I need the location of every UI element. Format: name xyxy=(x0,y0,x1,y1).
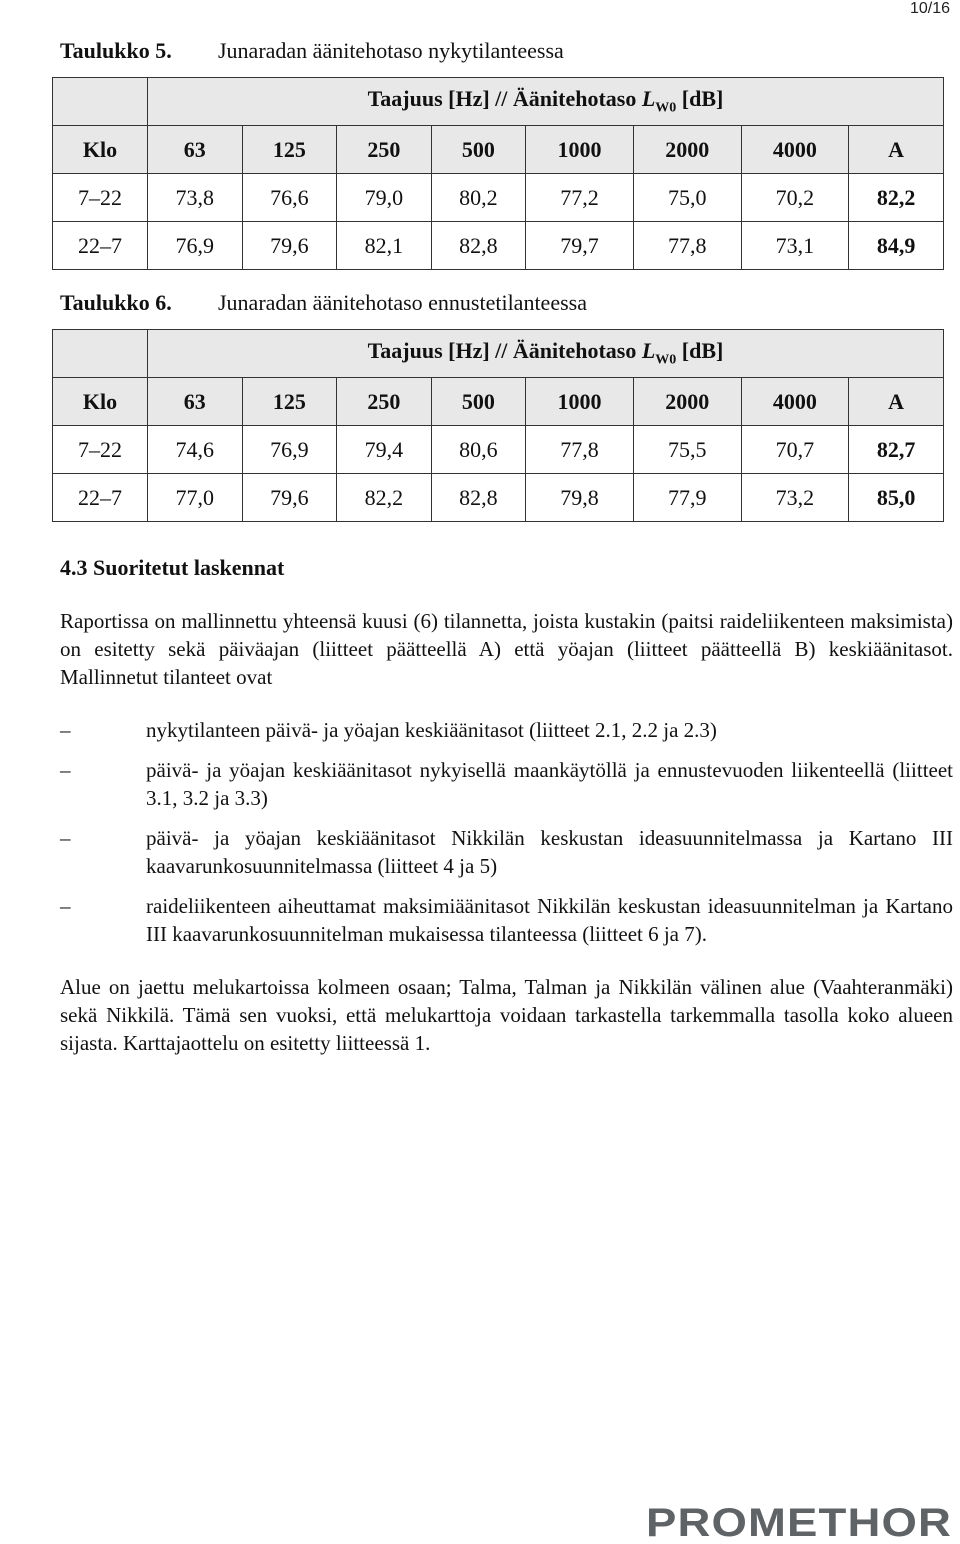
table-cell: 82,8 xyxy=(431,474,526,522)
table6-col-header: 4000 xyxy=(741,378,849,426)
list-item xyxy=(60,892,953,948)
table-cell: 79,0 xyxy=(337,174,432,222)
closing-paragraph: Alue on jaettu melukartoissa kolmeen osaan; Talma, Talman ja Nikkilän välinen alue (Vaahteranmäki) sekä Nikkilä. Tämä sen vuoksi, että melukarttoja voidaan tarkastella tarkemmalla tasolla koko alueen sijasta. Karttajaottelu on esitetty liitteessä 1. xyxy=(60,975,953,1055)
table-cell: 7–22 xyxy=(53,174,148,222)
table-cell: 79,7 xyxy=(526,222,634,270)
table-row xyxy=(53,174,944,222)
list-item xyxy=(60,756,953,812)
table6-col-header: Klo xyxy=(53,378,148,426)
table6-col-header: A xyxy=(849,378,944,426)
table-cell: 82,2 xyxy=(337,474,432,522)
table5-frequency-header: Taajuus [Hz] // Äänitehotaso $L_{W0}$ [dB] xyxy=(148,78,944,126)
table6-column-headers xyxy=(53,378,944,426)
table-cell: 76,9 xyxy=(148,222,243,270)
table5-col-header: 2000 xyxy=(633,126,741,174)
table5-caption-number: Taulukko 5. xyxy=(60,38,172,63)
table-cell: 75,5 xyxy=(633,426,741,474)
table5-col-header: Klo xyxy=(53,126,148,174)
table-cell: 73,8 xyxy=(148,174,243,222)
table-cell: 74,6 xyxy=(148,426,243,474)
table-cell: 73,1 xyxy=(741,222,849,270)
table6-caption-number: Taulukko 6. xyxy=(60,290,172,315)
list-item xyxy=(60,824,953,880)
list-dash: – xyxy=(60,826,71,850)
table-cell: 79,6 xyxy=(242,474,337,522)
table-cell-total: 82,7 xyxy=(849,426,944,474)
table6-corner-cell xyxy=(53,330,148,378)
table-cell: 75,0 xyxy=(633,174,741,222)
table-cell: 73,2 xyxy=(741,474,849,522)
table6-caption xyxy=(60,290,587,316)
table5-col-header: 63 xyxy=(148,126,243,174)
table-cell: 82,1 xyxy=(337,222,432,270)
section-heading: 4.3 Suoritetut laskennat xyxy=(60,555,285,580)
table6-col-header: 1000 xyxy=(526,378,634,426)
table-cell: 79,8 xyxy=(526,474,634,522)
table5-col-header: 4000 xyxy=(741,126,849,174)
table-cell: 80,6 xyxy=(431,426,526,474)
table-cell: 76,6 xyxy=(242,174,337,222)
table-cell: 77,8 xyxy=(633,222,741,270)
table6-col-header: 2000 xyxy=(633,378,741,426)
list-item-text: päivä- ja yöajan keskiäänitasot Nikkilän keskustan ideasuunnitelmassa ja Kartano III kaavarunkosuunnitelmassa (liitteet 4 ja 5) xyxy=(146,826,953,878)
table-cell: 79,6 xyxy=(242,222,337,270)
list-item xyxy=(60,716,953,744)
intro-paragraph: Raportissa on mallinnettu yhteensä kuusi (6) tilannetta, joista kustakin (paitsi raideliikenteen maksimista) on esitetty sekä päiväajan (liitteet päätteellä A) että yöajan (liitteet päätteellä B) keskiäänitasot. Mallinnetut tilanteet ovat xyxy=(60,609,953,689)
table5-caption-text: Junaradan äänitehotaso nykytilanteessa xyxy=(218,38,564,63)
table6-col-header: 63 xyxy=(148,378,243,426)
table-cell-total: 82,2 xyxy=(849,174,944,222)
table-cell: 80,2 xyxy=(431,174,526,222)
table-cell: 77,8 xyxy=(526,426,634,474)
logo-text: PROMETHOR xyxy=(646,1501,952,1544)
table-cell: 22–7 xyxy=(53,222,148,270)
table5-col-header: 1000 xyxy=(526,126,634,174)
list-item-text: päivä- ja yöajan keskiäänitasot nykyisellä maankäytöllä ja ennustevuoden liikenteellä (liitteet 3.1, 3.2 ja 3.3) xyxy=(146,758,953,810)
scenario-list xyxy=(60,716,953,960)
table6-caption-text: Junaradan äänitehotaso ennustetilanteessa xyxy=(218,290,587,315)
table5-col-header: 250 xyxy=(337,126,432,174)
table5-col-header: A xyxy=(849,126,944,174)
table-row xyxy=(53,474,944,522)
table-cell: 77,0 xyxy=(148,474,243,522)
table5 xyxy=(52,77,944,270)
list-dash: – xyxy=(60,718,71,742)
table-row xyxy=(53,222,944,270)
table6-col-header: 250 xyxy=(337,378,432,426)
table5-column-headers xyxy=(53,126,944,174)
list-item-text: nykytilanteen päivä- ja yöajan keskiäänitasot (liitteet 2.1, 2.2 ja 2.3) xyxy=(146,718,717,742)
page-number: 10/16 xyxy=(909,0,950,17)
table5-col-header: 500 xyxy=(431,126,526,174)
list-dash: – xyxy=(60,894,71,918)
table-cell-total: 84,9 xyxy=(849,222,944,270)
table-cell-total: 85,0 xyxy=(849,474,944,522)
table-cell: 82,8 xyxy=(431,222,526,270)
table-row xyxy=(53,426,944,474)
table6-col-header: 500 xyxy=(431,378,526,426)
list-dash: – xyxy=(60,758,71,782)
table-cell: 70,7 xyxy=(741,426,849,474)
table6-col-header: 125 xyxy=(242,378,337,426)
promethor-logo xyxy=(646,1496,954,1544)
table-cell: 7–22 xyxy=(53,426,148,474)
table-cell: 77,2 xyxy=(526,174,634,222)
table5-corner-cell xyxy=(53,78,148,126)
table-cell: 76,9 xyxy=(242,426,337,474)
list-item-text: raideliikenteen aiheuttamat maksimiäänitasot Nikkilän keskustan ideasuunnitelman ja Kartano III kaavarunkosuunnitelman mukaisessa tilanteessa (liitteet 6 ja 7). xyxy=(146,894,953,946)
table6-frequency-header: Taajuus [Hz] // Äänitehotaso $L_{W0}$ [dB] xyxy=(148,330,944,378)
table-cell: 77,9 xyxy=(633,474,741,522)
table5-col-header: 125 xyxy=(242,126,337,174)
table-cell: 70,2 xyxy=(741,174,849,222)
table-cell: 22–7 xyxy=(53,474,148,522)
table-cell: 79,4 xyxy=(337,426,432,474)
table6 xyxy=(52,329,944,522)
table5-caption xyxy=(60,38,564,64)
